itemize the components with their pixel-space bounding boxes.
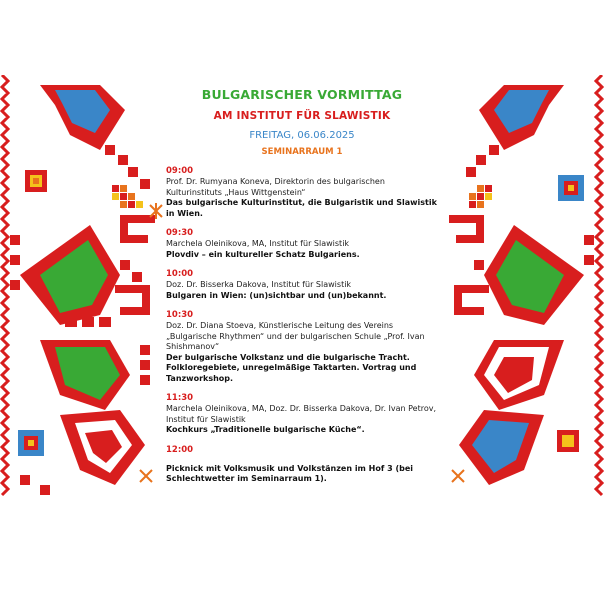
- schedule-time: 11:30: [166, 393, 194, 403]
- program-content: [166, 87, 438, 494]
- schedule-topic: Picknick mit Volksmusik und Volkstänzen im Hof 3 (bei Schlechtwetter im Seminarraum 1).: [166, 463, 414, 483]
- schedule-time: 10:30: [166, 310, 194, 320]
- schedule-item: [166, 269, 438, 301]
- flyer-page: [0, 75, 604, 500]
- schedule-speaker: Marchela Oleinikova, MA, Institut für Slawistik: [166, 239, 350, 248]
- schedule-item: [166, 228, 438, 260]
- schedule-speaker: Prof. Dr. Rumyana Koneva, Direktorin des bulgarischen Kulturinstituts „Haus Wittgenstein“: [166, 177, 385, 197]
- embroidery-border-left: [0, 75, 170, 500]
- schedule-speaker: Marchela Oleinikova, MA, Doz. Dr. Bisserka Dakova, Dr. Ivan Petrov, Institut für Slawistik: [166, 404, 437, 424]
- schedule-topic: Kochkurs „Traditionelle bulgarische Küche“.: [166, 425, 365, 434]
- schedule-topic: Der bulgarische Volkstanz und die bulgarische Tracht. Folkloregebiete, unregelmäßige Taktarten. Vortrag und Tanzworkshop.: [166, 352, 417, 383]
- event-title: BULGARISCHER VORMITTAG: [201, 87, 403, 102]
- schedule-time: 10:00: [166, 269, 194, 279]
- event-room: SEMINARRAUM 1: [261, 147, 343, 157]
- schedule-time: 09:00: [166, 166, 194, 176]
- schedule-item: [166, 393, 438, 436]
- schedule-item: [166, 445, 438, 485]
- schedule-time: 12:00: [166, 444, 194, 455]
- event-subtitle: AM INSTITUT FÜR SLAWISTIK: [213, 110, 391, 122]
- schedule-item: [166, 166, 438, 219]
- schedule-time: 09:30: [166, 228, 194, 238]
- schedule-topic: Das bulgarische Kulturinstitut, die Bulgaristik und Slawistik in Wien.: [166, 198, 437, 218]
- schedule-topic: Bulgaren in Wien: (un)sichtbar und (un)bekannt.: [166, 290, 387, 300]
- schedule-topic: Plovdiv – ein kultureller Schatz Bulgariens.: [166, 249, 360, 259]
- embroidery-border-right: [434, 75, 604, 500]
- schedule-item: [166, 310, 438, 384]
- schedule-speaker: Doz. Dr. Bisserka Dakova, Institut für Slawistik: [166, 280, 352, 289]
- event-date: FREITAG, 06.06.2025: [249, 130, 355, 141]
- schedule-speaker: Doz. Dr. Diana Stoeva, Künstlerische Leitung des Vereins „Bulgarische Rhythmen“ und der bulgarischen Schule „Prof. Ivan Shishmanov“: [166, 321, 425, 351]
